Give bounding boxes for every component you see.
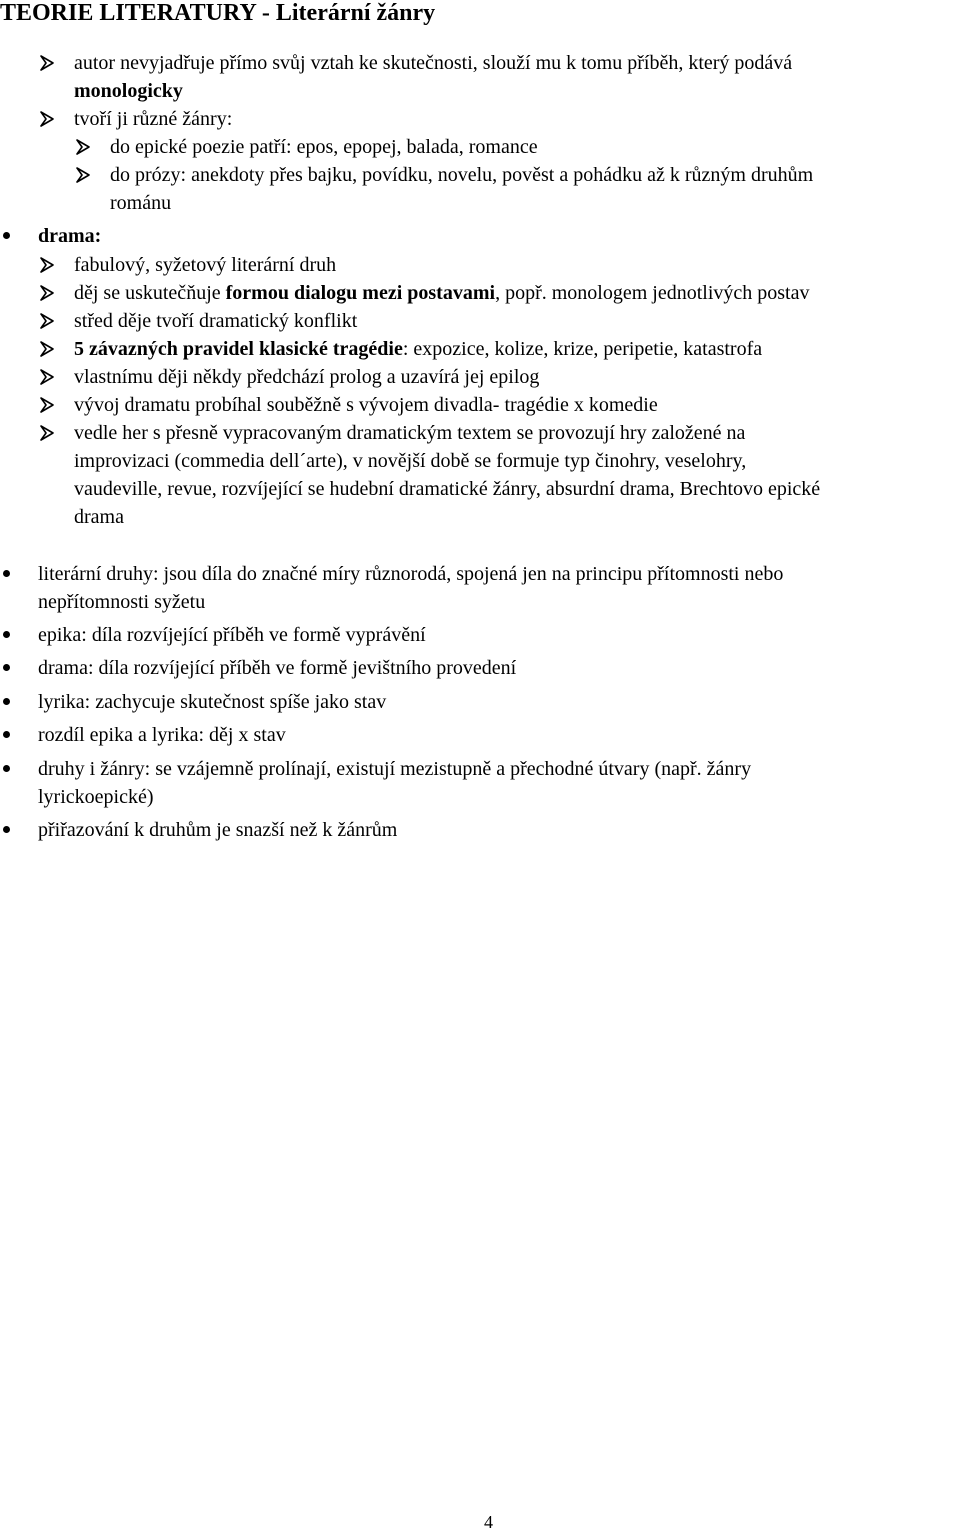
summary-item: drama: díla rozvíjející příběh ve formě jevištního provedení: [38, 657, 517, 679]
epika-subitem: do prózy: anekdoty přes bajku, povídku, novelu, pověst a pohádku až k různým druhům: [110, 164, 814, 186]
round-bullet-icon: [3, 826, 10, 833]
round-bullet-icon: [3, 765, 10, 772]
drama-item: fabulový, syžetový literární druh: [74, 254, 337, 276]
drama-item-text: , popř. monologem jednotlivých postav: [495, 282, 810, 304]
arrow-bullet-icon: [40, 313, 54, 329]
summary-item: lyrika: zachycuje skutečnost spíše jako stav: [38, 691, 387, 713]
arrow-bullet-icon: [40, 257, 54, 273]
drama-item-text: : expozice, kolize, krize, peripetie, katastrofa: [402, 338, 763, 360]
round-bullet-icon: [3, 631, 10, 638]
summary-item: epika: díla rozvíjející příběh ve formě vyprávění: [38, 624, 426, 646]
arrow-bullet-icon: [40, 111, 54, 127]
summary-item: rozdíl epika a lyrika: děj x stav: [38, 724, 286, 746]
epika-subitem-continued: románu: [110, 192, 172, 214]
round-bullet-icon: [3, 232, 10, 239]
drama-item: vývoj dramatu probíhal souběžně s vývojem divadla- tragédie x komedie: [74, 394, 658, 416]
epika-item-line-bold: monologicky: [74, 80, 183, 102]
drama-heading: drama:: [38, 225, 102, 247]
arrow-bullet-icon: [40, 397, 54, 413]
arrow-bullet-icon: [40, 341, 54, 357]
arrow-bullet-icon: [76, 139, 90, 155]
arrow-bullet-icon: [76, 167, 90, 183]
drama-item: [74, 279, 809, 307]
drama-item-text: děj se uskutečňuje: [74, 282, 226, 304]
drama-item: střed děje tvoří dramatický konflikt: [74, 310, 358, 332]
drama-item-continued: drama: [74, 506, 124, 528]
drama-item-emphasis: formou dialogu mezi postavami: [225, 282, 496, 304]
summary-item-continued: nepřítomnosti syžetu: [38, 591, 206, 613]
round-bullet-icon: [3, 731, 10, 738]
epika-item: tvoří ji různé žánry:: [74, 108, 233, 130]
page-number: 4: [484, 1512, 493, 1532]
drama-item-continued: improvizaci (commedia dell´arte), v novější době se formuje typ činohry, veselohry,: [74, 450, 747, 472]
round-bullet-icon: [3, 698, 10, 705]
summary-item: literární druhy: jsou díla do značné míry různorodá, spojená jen na principu přítomnosti nebo: [38, 563, 784, 585]
round-bullet-icon: [3, 664, 10, 671]
summary-item: druhy i žánry: se vzájemně prolínají, existují mezistupně a přechodné útvary (např. žánry: [38, 758, 752, 780]
drama-item-continued: vaudeville, revue, rozvíjející se hudební dramatické žánry, absurdní drama, Brechtovo epické: [74, 478, 821, 500]
drama-item: vedle her s přesně vypracovaným dramatickým textem se provozují hry založené na: [74, 422, 746, 444]
drama-item-emphasis: 5 závazných pravidel klasické tragédie: [74, 338, 403, 360]
arrow-bullet-icon: [40, 369, 54, 385]
round-bullet-icon: [3, 570, 10, 577]
arrow-bullet-icon: [40, 285, 54, 301]
arrow-bullet-icon: [40, 425, 54, 441]
summary-item-continued: lyrickoepické): [38, 786, 154, 808]
drama-item: vlastnímu ději někdy předchází prolog a uzavírá jej epilog: [74, 366, 540, 388]
epika-item-line: autor nevyjadřuje přímo svůj vztah ke skutečnosti, slouží mu k tomu příběh, který podává: [74, 52, 793, 74]
page-title: TEORIE LITERATURY - Literární žánry: [0, 0, 436, 26]
drama-item: [74, 335, 762, 363]
epika-subitem: do epické poezie patří: epos, epopej, balada, romance: [110, 136, 538, 158]
summary-item: přiřazování k druhům je snazší než k žánrům: [38, 819, 398, 841]
arrow-bullet-icon: [40, 55, 54, 71]
